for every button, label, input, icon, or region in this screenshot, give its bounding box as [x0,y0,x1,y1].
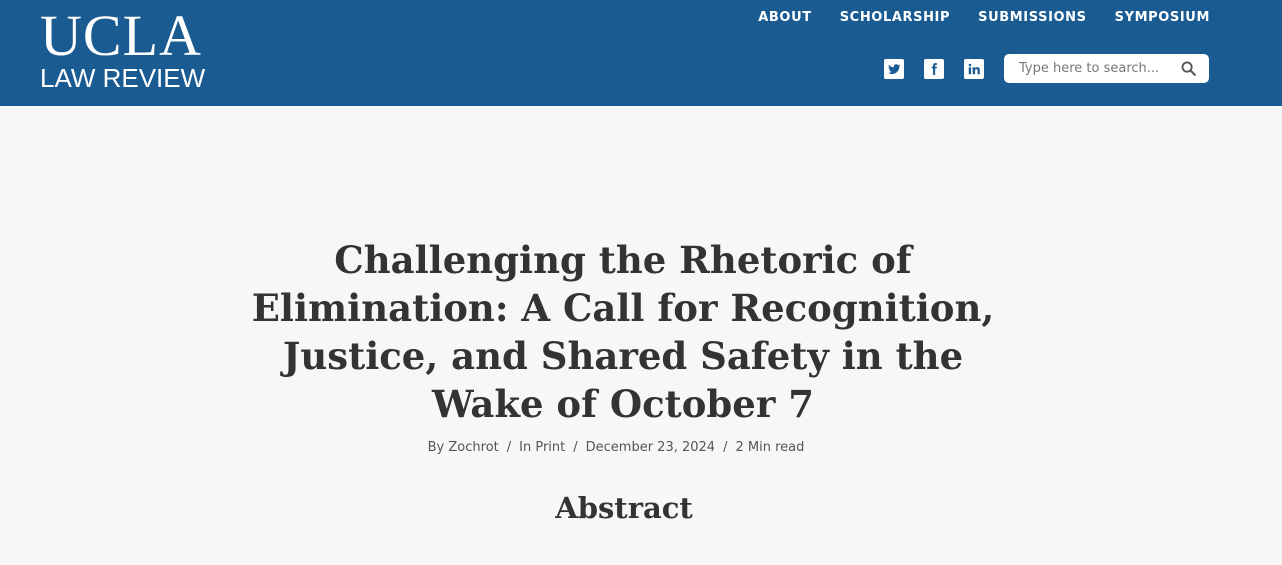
category-link[interactable]: In Print [519,440,566,455]
nav-symposium[interactable]: SYMPOSIUM [1114,10,1210,25]
author-link[interactable]: By Zochrot [427,440,499,455]
abstract-heading: Abstract [555,491,693,525]
logo-line2: LAW REVIEW [40,63,206,93]
facebook-icon [927,62,941,76]
facebook-link[interactable] [924,59,944,79]
search-input[interactable] [1004,54,1169,83]
site-header [0,0,1282,106]
nav-submissions[interactable]: SUBMISSIONS [978,10,1087,25]
read-time: 2 Min read [735,440,805,455]
linkedin-icon [967,62,981,76]
main-nav [758,10,1210,25]
article-title: Challenging the Rhetoric of Elimination: A Call for Recognition, Justice, and Shared Safety in the Wake of October 7 [251,238,995,426]
search-box [1004,54,1209,83]
linkedin-link[interactable] [964,59,984,79]
meta-separator: / [506,440,512,455]
social-links [884,59,984,79]
article-meta [0,440,1232,455]
nav-scholarship[interactable]: SCHOLARSHIP [839,10,951,25]
twitter-link[interactable] [884,59,904,79]
search-icon[interactable] [1180,60,1197,77]
publish-date: December 23, 2024 [585,440,716,455]
site-logo[interactable] [40,3,206,93]
nav-about[interactable]: ABOUT [758,10,812,25]
meta-separator: / [723,440,728,455]
meta-separator: / [573,440,578,455]
twitter-icon [887,62,901,76]
logo-line1: UCLA [40,3,202,68]
